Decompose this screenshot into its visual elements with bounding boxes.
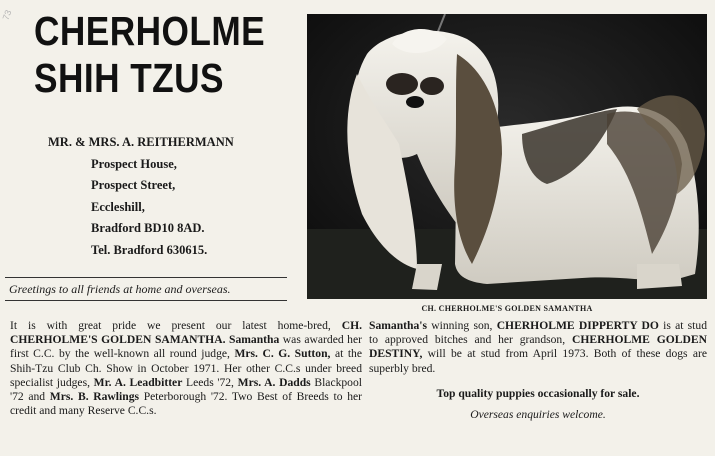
col1-text-4: Leeds '72, xyxy=(182,375,238,389)
title-line-1: CHERHOLME xyxy=(34,8,266,54)
col1-bold-4: Mrs. A. Dadds xyxy=(237,375,311,389)
title-line-2: SHIH TZUS xyxy=(34,55,224,101)
col2-text-1: winning son, xyxy=(427,319,497,332)
col1-bold-3: Mr. A. Leadbitter xyxy=(93,375,183,389)
col1-text-3: at the Shih-Tzu Club Ch. Show in October 1971. Her other C.C.s under breed specialist judges, xyxy=(10,347,362,389)
address-line-1: Prospect House, xyxy=(91,156,177,171)
photo-caption: CH. CHERHOLME'S GOLDEN SAMANTHA xyxy=(421,304,593,313)
col2-text-3: will be at stud from April 1973. Both of these dogs are superbly bred. xyxy=(369,347,707,375)
body-column-2 xyxy=(369,319,707,422)
col2-bold-1: Samantha's xyxy=(369,319,427,332)
col1-text-2: was awarded her first C.C. by the well-known all round judge, xyxy=(10,333,362,361)
owner-names: MR. & MRS. A. REITHERMANN xyxy=(48,135,234,149)
col2-paragraph xyxy=(369,319,707,376)
address-line-3: Eccleshill, xyxy=(91,199,145,214)
col2-text-2: is at stud to approved bitches and her grandson, xyxy=(369,319,707,347)
col1-bold-2: Mrs. C. G. Sutton, xyxy=(234,347,331,361)
pencil-mark: 73 xyxy=(0,8,14,22)
phone-number: Tel. Bradford 630615. xyxy=(91,242,208,257)
contact-block xyxy=(48,132,298,261)
col2-bold-3: CHERHOLME GOLDEN DESTINY, xyxy=(369,333,707,361)
address-line-2: Prospect Street, xyxy=(91,178,176,192)
col1-bold-5: Mrs. B. Rawlings xyxy=(49,390,140,404)
col1-bold-1: CH. CHERHOLME'S GOLDEN SAMANTHA. Samantha xyxy=(10,319,362,347)
col2-bold-2: CHERHOLME DIPPERTY DO xyxy=(496,319,659,332)
puppies-notice: Top quality puppies occasionally for sale. xyxy=(436,386,640,400)
col1-text-5: Blackpool '72 and xyxy=(10,375,362,404)
overseas-notice: Overseas enquiries welcome. xyxy=(470,408,606,422)
col1-text-1: It is with great pride we present our latest home-bred, xyxy=(10,319,342,332)
dog-photo-illustration xyxy=(307,14,707,299)
greeting-banner: Greetings to all friends at home and overseas. xyxy=(5,277,287,301)
address-line-4: Bradford BD10 8AD. xyxy=(91,221,205,235)
col1-text-6: Peterborough '72. Two Best of Breeds to her credit and many Reserve C.C.s. xyxy=(10,390,362,418)
dog-photo xyxy=(307,14,707,299)
kennel-title xyxy=(34,8,266,102)
body-column-1 xyxy=(10,319,362,418)
